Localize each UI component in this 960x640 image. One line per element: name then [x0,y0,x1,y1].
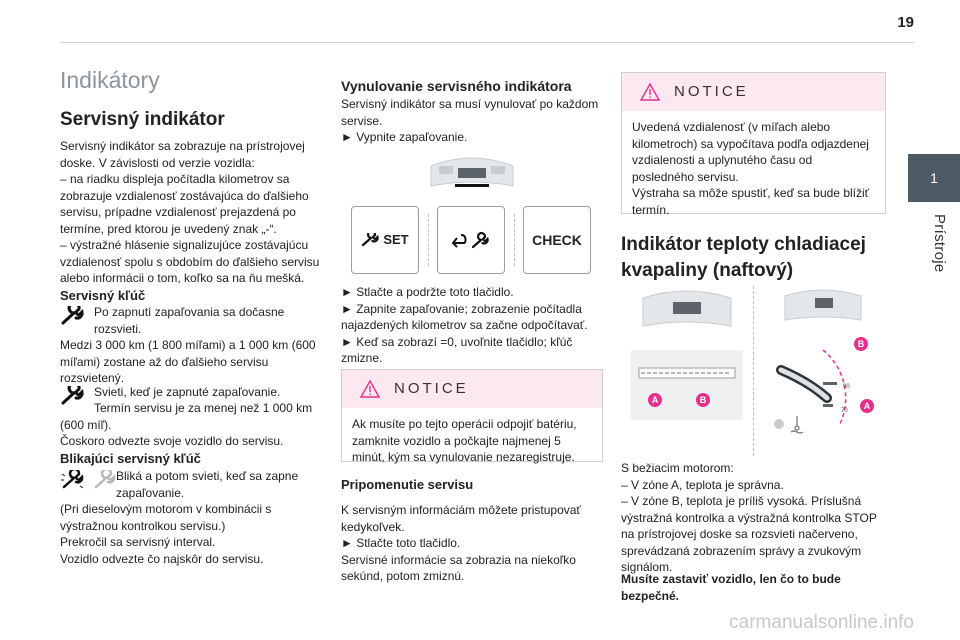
chapter-tab[interactable]: 1 [908,154,960,202]
key-text-1: Po zapnutí zapaľovania sa dočasne rozsvieti. [94,305,285,336]
service-reminder-text: K servisným informáciám môžete pristupovať kedykoľvek. ► Stlačte toto tlačidlo. Servisné informácie sa zobrazia na niekoľko sekúnd, potom zmiznú. [341,503,581,583]
warning-triangle-icon [640,83,660,101]
zone-a-badge [860,399,874,413]
key-text-2: Svieti, keď je zapnuté zapaľovanie. [94,385,281,399]
coolant-text: S bežiacim motorom: – V zóne A, teplota je správna. – V zóne B, teplota je príliš vysoká. Príslušná výstražná kontrolka a výstražná kontrolka STOP na prístrojovej doske sa rozsvieti načerveno, sprevádzaná zobrazením správy a zvukovým signálom. [621,461,877,574]
warning-triangle-icon [360,380,380,398]
key-text-2-cont: Termín servisu je za menej než 1 000 km (600 míľ). Čoskoro odvezte svoje vozidlo do servisu. [60,401,313,448]
notice-title: NOTICE [674,82,749,100]
service-key-heading: Servisný kľúč [60,288,146,303]
wrench-icon [361,233,379,247]
notice-box [341,369,603,462]
coolant-gauge-illustration-2 [761,286,886,451]
set-button[interactable]: SET [351,206,419,274]
reset-step-1: ► Vypnite zapaľovanie. [341,130,468,144]
svg-text:B: B [699,395,707,405]
blinking-wrench-icon [60,468,118,501]
chapter-label: Prístroje [931,214,948,273]
notice-title: NOTICE [394,379,469,397]
service-indicator-heading: Servisný indikátor [60,109,225,130]
reset-heading: Vynulovanie servisného indikátora [341,78,572,94]
reset-return-button[interactable] [437,206,505,274]
section-title: Indikátory [60,67,160,93]
blink-text-cont: (Pri dieselovým motorom v kombinácii s výstražnou kontrolkou servisu.) Prekročil sa servisný interval. Vozidlo odvezte čo najskôr do servisu. [60,502,272,566]
zone-b-badge [854,337,868,351]
separator [753,286,755,456]
notice-text: Uvedená vzdialenosť (v míľach alebo kilometroch) sa vypočítava podľa odjazdenej vzdialenosti a uplynutého času od posledného servisu. Výstraha sa môže spustiť, keď sa bude blížiť termín. [632,120,870,217]
wrench-icon [60,304,94,337]
service-indicator-intro: Servisný indikátor sa zobrazuje na prístrojovej doske. V závislosti od verzie vozidla: – na riadku displeja počítadla kilometrov sa zobrazuje vzdialenosť zostávajúca do ďalšieho servisu, prípadne vzdialenosť prejazdená po termíne, pred ktorou je uvedený znak „-“. – výstražné hlásenie signalizujúce zostávajúcu vzdialenosť spolu s obdobím do ďalšieho servisu alebo informácii o tom, koľko sa na ňu mešká. [60,139,320,285]
gauge-90-label: 90 [843,384,850,390]
indicator-dot [774,419,784,429]
coolant-gauge-illustration-1 [631,286,751,451]
coolant-temperature-icon [791,416,803,433]
service-reminder-heading: Pripomenutie servisu [341,477,474,492]
page-number: 19 [897,14,914,31]
coolant-heading: Indikátor teploty chladiacej kvapaliny (naftový) [621,234,866,281]
key-text-1-cont: Medzi 3 000 km (1 800 míľami) a 1 000 km (600 míľami) zostane až do ďalšieho servisu rozsvietený. [60,338,316,385]
gauge-70-label: 70 [841,408,848,414]
svg-text:A: A [651,395,659,405]
instrument-cluster-illustration [427,156,517,197]
notice-text: Ak musíte po tejto operácii odpojiť batériu, zamknite vozidlo a počkajte najmenej 5 minút, kým sa vynulovanie nezaregistruje. [352,417,577,464]
wrench-icon [473,233,488,247]
check-button[interactable]: CHECK [523,206,591,274]
blinking-key-heading: Blikajúci servisný kľúč [60,451,201,466]
svg-text:B: B [857,339,865,349]
svg-text:A: A [863,401,871,411]
header-rule [60,42,914,43]
notice-box [621,72,886,217]
reset-steps: ► Stlačte a podržte toto tlačidlo. ► Zapnite zapaľovanie; zobrazenie počítadla najazdených kilometrov sa začne odpočítavať. ► Keď sa zobrazí =0, uvoľnite tlačidlo; kľúč zmizne. [341,285,588,365]
watermark: carmanualsonline.info [729,612,914,633]
coolant-stop-text: Musíte zastaviť vozidlo, len čo to bude bezpečné. [621,572,841,603]
reset-intro: Servisný indikátor sa musí vynulovať po každom servise. [341,97,599,128]
zone-b-badge [696,393,710,407]
zone-a-badge [648,393,662,407]
separator [428,214,430,266]
separator [514,214,516,266]
return-arrow-icon [453,235,466,247]
blink-text: Bliká a potom svieti, keď sa zapne zapaľovanie. [116,469,299,500]
